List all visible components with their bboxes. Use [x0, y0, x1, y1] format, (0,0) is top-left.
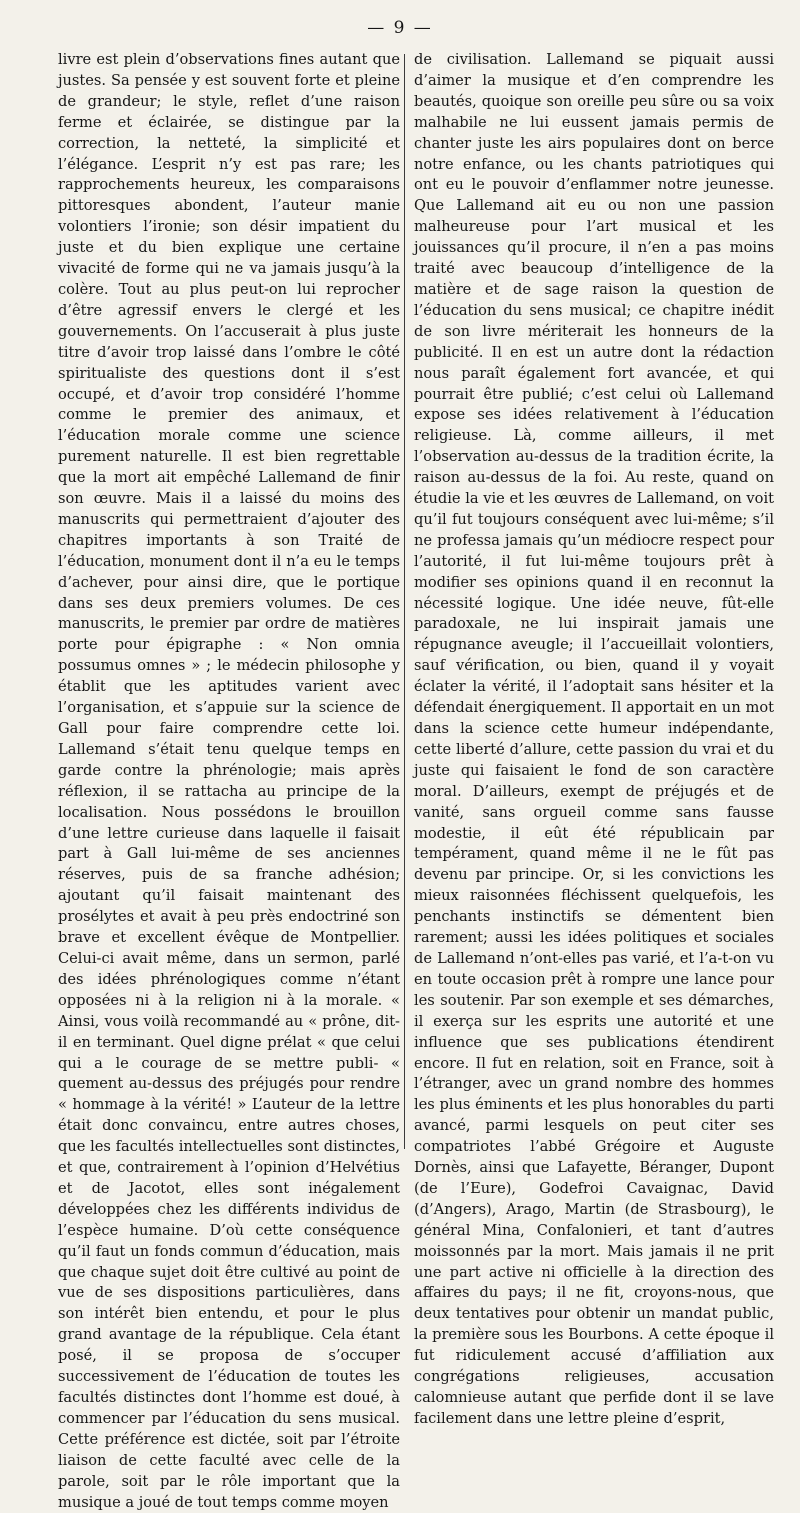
right-column — [414, 50, 774, 1430]
left-column — [58, 50, 400, 1513]
left-column-text: livre est plein d’observations fines autant que justes. Sa pensée y est souvent forte et pleine de grandeur; le style, reflet d’une raison ferme et éclairée, se distingue par la correction, la netteté, la simplicité et l’élégance. L’esprit n’y est pas rare; les rapprochements heureux, les comparaisons pittoresques abondent, l’auteur manie volontiers l’ironie; son désir impatient du juste et du bien explique une certaine vivacité de forme qui ne va jamais jusqu’à la colère. Tout au plus peut-on lui reprocher d’être agressif envers le clergé et les gouvernements. On l’accuserait à plus juste titre d’avoir trop laissé dans l’ombre le côté spiritualiste des questions dont il s’est occupé, et d’avoir trop considéré l’homme comme le premier des animaux, et l’éducation morale comme une science purement naturelle. Il est bien regrettable que la mort ait empêché Lallemand de finir son œuvre. Mais il a laissé du moins des manuscrits qui permettraient d’ajouter des chapitres importants à son Traité de l’éducation, monument dont il n’a eu le temps d’achever, pour ainsi dire, que le portique dans ses deux premiers volumes. De ces manuscrits, le premier par ordre de matières porte pour épigraphe : « Non omnia possumus omnes » ; le médecin philosophe y établit que les aptitudes varient avec l’organisation, et s’appuie sur la science de Gall pour faire comprendre cette loi. Lallemand s’était tenu quelque temps en garde contre la phrénologie; mais après réflexion, il se rattacha au principe de la localisation. Nous possédons le brouillon d’une lettre curieuse dans laquelle il faisait part à Gall lui-même de ses anciennes réserves, puis de sa franche adhésion; ajoutant qu’il faisait maintenant des prosélytes et avait à peu près endoctriné son brave et excellent évêque de Montpellier. Celui-ci avait même, dans un sermon, parlé des idées phrénologiques comme n’étant opposées ni à la religion ni à la morale. « Ainsi, vous voilà recommandé au « prône, dit-il en terminant. Quel digne prélat « que celui qui a le courage de se mettre publi- « quement au-dessus des préjugés pour rendre « hommage à la vérité! » L’auteur de la lettre était donc convaincu, entre autres choses, que les facultés intellectuelles sont distinctes, et que, contrairement à l’opinion d’Helvétius et de Jacotot, elles sont inégalement développées chez les différents individus de l’espèce humaine. D’où cette conséquence qu’il faut un fonds commun d’éducation, mais que chaque sujet doit être cultivé au point de vue de ses dispositions particulières, dans son intérêt bien entendu, et pour le plus grand avantage de la république. Cela étant posé, il se proposa de s’occuper successivement de l’éducation de toutes les facultés distinctes dont l’homme est doué, à commencer par l’éducation du sens musical. Cette préférence est dictée, soit par l’étroite liaison de cette faculté avec celle de la parole, soit par le rôle important que la musique a joué de tout temps comme moyen — [58, 51, 400, 1511]
column-divider — [404, 54, 405, 1149]
page-number: — 9 — — [367, 18, 433, 38]
right-column-text: de civilisation. Lallemand se piquait aussi d’aimer la musique et d’en comprendre les beautés, quoique son oreille peu sûre ou sa voix malhabile ne lui eussent jamais permis de chanter juste les airs populaires dont on berce notre enfance, ou les chants patriotiques qui ont eu le pouvoir d’enflammer notre jeunesse. Que Lallemand ait eu ou non une passion malheureuse pour l’art musical et les jouissances qu’il procure, il n’en a pas moins traité avec beaucoup d’intelligence de la matière et de sage raison la question de l’éducation du sens musical; ce chapitre inédit de son livre mériterait les honneurs de la publicité. Il en est un autre dont la rédaction nous paraît également fort avancée, et qui pourrait être publié; c’est celui où Lallemand expose ses idées relativement à l’éducation religieuse. Là, comme ailleurs, il met l’observation au-dessus de la tradition écrite, la raison au-dessus de la foi. Au reste, quand on étudie la vie et les œuvres de Lallemand, on voit qu’il fut toujours conséquent avec lui-même; s’il ne professa jamais qu’un médiocre respect pour l’autorité, il fut lui-même toujours prêt à modifier ses opinions quand il en reconnut la nécessité logique. Une idée neuve, fût-elle paradoxale, ne lui inspirait jamais une répugnance aveugle; il l’accueillait volontiers, sauf vérification, ou bien, quand il y voyait éclater la vérité, il l’adoptait sans hésiter et la défendait énergiquement. Il apportait en un mot dans la science cette humeur indépendante, cette liberté d’allure, cette passion du vrai et du juste qui faisaient le fond de son caractère moral. D’ailleurs, exempt de préjugés et de vanité, sans orgueil comme sans fausse modestie, il eût été républicain par tempérament, quand même il ne le fût pas devenu par principe. Or, si les convictions les mieux raisonnées fléchissent quelquefois, les penchants instinctifs se démentent bien rarement; aussi les idées politiques et sociales de Lallemand n’ont-elles pas varié, et l’a-t-on vu en toute occasion prêt à rompre une lance pour les soutenir. Par son exemple et ses démarches, il exerça sur les esprits une autorité et une influence que ses publications étendirent encore. Il fut en relation, soit en France, soit à l’étranger, avec un grand nombre des hommes les plus éminents et les plus honorables du parti avancé, parmi lesquels on peut citer ses compatriotes l’abbé Grégoire et Auguste Dornès, ainsi que Lafayette, Béranger, Dupont (de l’Eure), Godefroi Cavaignac, David (d’Angers), Arago, Martin (de Strasbourg), le général Mina, Confalonieri, et tant d’autres moissonnés par la mort. Mais jamais il ne prit une part active ni officielle à la direction des affaires du pays; il ne fit, croyons-nous, que deux tentatives pour obtenir un mandat public, la première sous les Bourbons. A cette époque il fut ridiculement accusé d’affiliation aux congrégations religieuses, accusation calomnieuse autant que perfide dont il se lave facilement dans une lettre pleine d’esprit, — [414, 51, 774, 1427]
